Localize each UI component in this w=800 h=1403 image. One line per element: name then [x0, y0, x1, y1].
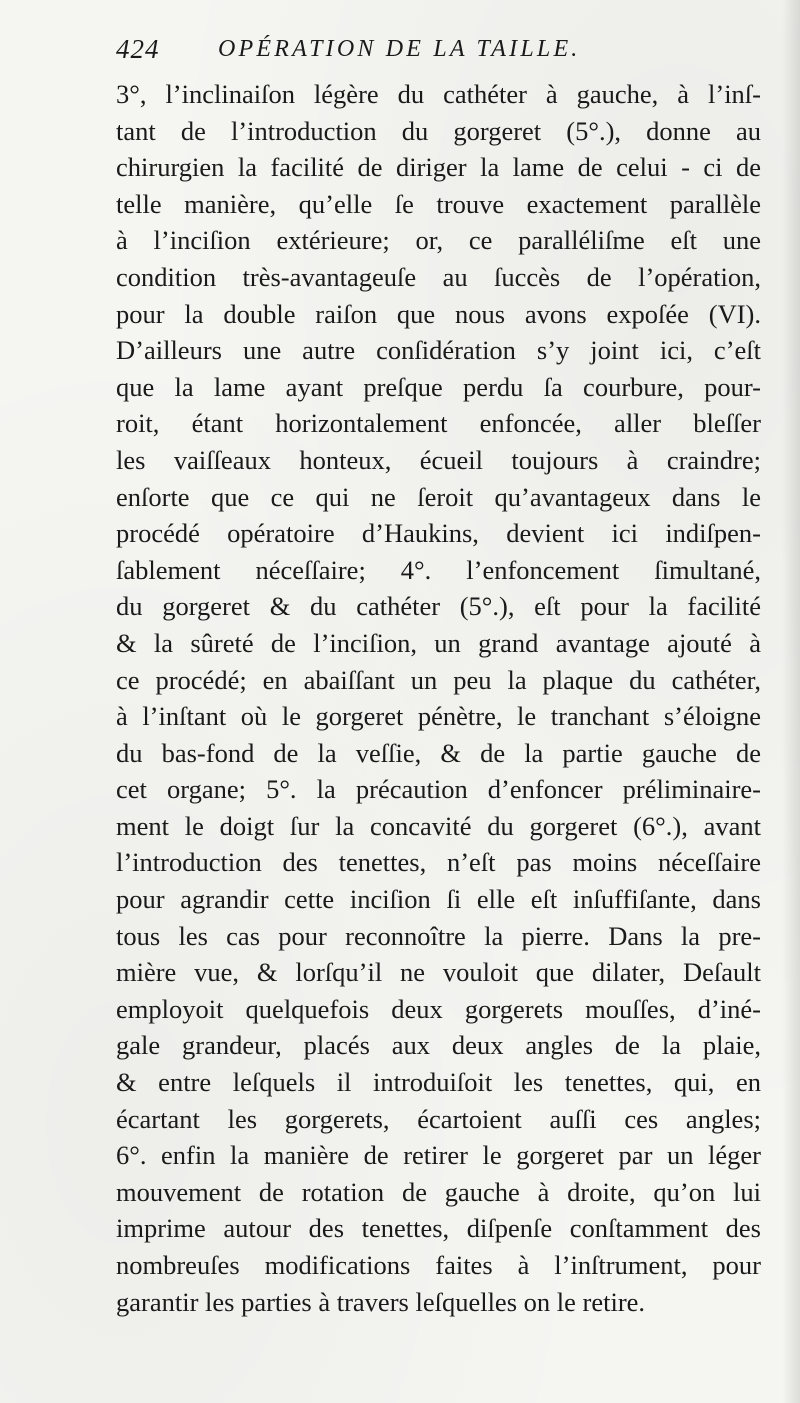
- text-line: telle manière, qu’elle ſe trouve exactement parallèle: [116, 188, 761, 219]
- text-line: à l’inciſion extérieure; or, ce paralléliſme eſt une: [116, 225, 761, 256]
- text-line: écartant les gorgerets, écartoient auſſi ces angles;: [116, 1103, 761, 1134]
- text-line: l’introduction des tenettes, n’eſt pas moins néceſſaire: [116, 847, 761, 878]
- text-line: ſablement néceſſaire; 4°. l’enfoncement ſimultané,: [116, 554, 761, 585]
- text-line: les vaiſſeaux honteux, écueil toujours à craindre;: [116, 444, 761, 475]
- text-line: nombreuſes modifications faites à l’inſtrument, pour: [116, 1250, 761, 1280]
- text-line: mière vue, & lorſqu’il ne vouloit que dilater, Deſault: [116, 957, 761, 988]
- text-line: ment le doigt ſur la concavité du gorgeret (6°.), avant: [116, 810, 761, 841]
- text-line: & la sûreté de l’inciſion, un grand avantage ajouté à: [116, 627, 761, 658]
- text-line: tous les cas pour reconnoître la pierre. Dans la pre-: [116, 920, 761, 951]
- text-line: imprime autour des tenettes, diſpenſe conſtamment des: [116, 1213, 761, 1244]
- text-line: à l’inſtant où le gorgeret pénètre, le tranchant s’éloigne: [116, 701, 761, 732]
- text-line: roit, étant horizontalement enfoncée, aller bleſſer: [116, 408, 761, 439]
- text-line: employoit quelquefois deux gorgerets mouſſes, d’iné-: [116, 993, 761, 1024]
- text-line: du bas-fond de la veſſie, & de la partie gauche de: [116, 737, 761, 768]
- page-edge-shadow: [782, 0, 800, 1403]
- text-line: 3°, l’inclinaiſon légère du cathéter à gauche, à l’inſ-: [116, 79, 761, 109]
- text-line: du gorgeret & du cathéter (5°.), eſt pour la facilité: [116, 591, 761, 622]
- text-line: pour la double raiſon que nous avons expoſée (VI).: [116, 298, 761, 329]
- text-line: cet organe; 5°. la précaution d’enfoncer préliminaire-: [116, 774, 761, 805]
- body-paragraph: [116, 76, 761, 1320]
- running-title: OPÉRATION DE LA TAILLE.: [218, 36, 581, 62]
- text-line: garantir les parties à travers leſquelles on le retire.: [116, 1286, 646, 1317]
- text-line: chirurgien la facilité de diriger la lame de celui - ci de: [116, 152, 761, 183]
- text-line: pour agrandir cette inciſion ſi elle eſt inſuffiſante, dans: [116, 884, 761, 915]
- text-line: 6°. enfin la manière de retirer le gorgeret par un léger: [116, 1140, 761, 1171]
- text-line: gale grandeur, placés aux deux angles de la plaie,: [116, 1030, 761, 1061]
- text-line: mouvement de rotation de gauche à droite, qu’on lui: [116, 1176, 761, 1207]
- page-header: [116, 34, 676, 74]
- text-line: enſorte que ce qui ne ſeroit qu’avantageux dans le: [116, 481, 761, 512]
- text-line: tant de l’introduction du gorgeret (5°.), donne au: [116, 115, 761, 146]
- text-line: condition très-avantageuſe au ſuccès de l’opération,: [116, 261, 761, 292]
- text-line: que la lame ayant preſque perdu ſa courbure, pour-: [116, 371, 761, 402]
- text-line: procédé opératoire d’Haukins, devient ici indiſpen-: [116, 518, 761, 549]
- page-number: 424: [116, 34, 160, 64]
- text-line: ce procédé; en abaiſſant un peu la plaque du cathéter,: [116, 664, 761, 695]
- text-line: D’ailleurs une autre conſidération s’y joint ici, c’eſt: [116, 335, 761, 366]
- text-line: & entre leſquels il introduiſoit les tenettes, qui, en: [116, 1067, 761, 1098]
